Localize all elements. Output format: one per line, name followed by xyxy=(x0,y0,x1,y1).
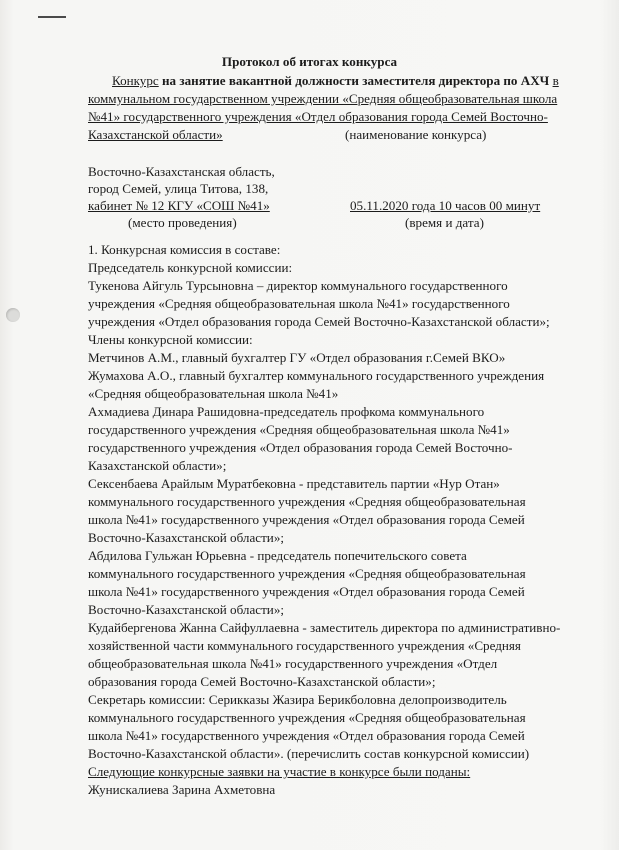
contest-header-line-3: №41» государственного учреждения «Отдел образования города Семей Восточно- xyxy=(88,109,548,124)
body-line: Восточно-Казахстанской области». (перечислить состав конкурсной комиссии) xyxy=(88,746,530,761)
body-line: учреждения «Отдел образования города Семей Восточно-Казахстанской области»; xyxy=(88,314,550,329)
body-line: государственного учреждения «Средняя общеобразовательная школа №41» xyxy=(88,422,510,437)
body-line: Восточно-Казахстанской области»; xyxy=(88,602,285,617)
body-line: Секретарь комиссии: Серикказы Жазира Берикболовна делопроизводитель xyxy=(88,692,507,707)
punch-hole xyxy=(6,308,20,322)
body-line: Председатель конкурсной комиссии: xyxy=(88,260,293,275)
body-line: Абдилова Гульжан Юрьевна - председатель попечительского совета xyxy=(88,548,467,563)
body-line: «Средняя общеобразовательная школа №41» xyxy=(88,386,339,401)
body-line: Сексенбаева Арайлым Муратбековна - представитель партии «Нур Отан» xyxy=(88,476,500,491)
body-line: Тукенова Айгуль Турсыновна – директор коммунального государственного xyxy=(88,278,508,293)
body-line: коммунального государственного учреждения «Средняя общеобразовательная xyxy=(88,566,526,581)
body-line: образования города Семей Восточно-Казахстанской области»; xyxy=(88,674,436,689)
body-line: Ахмадиева Динара Рашидовна-председатель профкома коммунального xyxy=(88,404,485,419)
contest-word: Конкурс xyxy=(112,73,159,88)
contest-name-caption: (наименование конкурса) xyxy=(345,127,487,142)
meeting-datetime: 05.11.2020 года 10 часов 00 минут xyxy=(350,198,541,213)
body-line: общеобразовательная школа №41» государственного учреждения «Отдел xyxy=(88,656,498,671)
scan-mark xyxy=(38,16,66,18)
venue-line-2: город Семей, улица Титова, 138, xyxy=(88,181,269,196)
contest-prep: в xyxy=(552,73,559,88)
body-line: школа №41» государственного учреждения «Отдел образования города Семей xyxy=(88,728,525,743)
datetime-caption: (время и дата) xyxy=(405,215,484,230)
body-line: Восточно-Казахстанской области»; xyxy=(88,530,285,545)
body-line: коммунального государственного учреждения «Средняя общеобразовательная xyxy=(88,494,526,509)
document-title: Протокол об итогах конкурса xyxy=(221,54,398,69)
body-line: школа №41» государственного учреждения «Отдел образования города Семей xyxy=(88,584,525,599)
body-line: государственного учреждения «Отдел образования города Семей Восточно- xyxy=(88,440,513,455)
contest-header-line-4: Казахстанской области» xyxy=(88,127,223,142)
contest-header-line-1 xyxy=(112,73,559,89)
body-line: Кудайбергенова Жанна Сайфуллаевна - заместитель директора по административно- xyxy=(88,620,561,635)
body-line: Жумахова А.О., главный бухгалтер коммунального государственного учреждения xyxy=(88,368,545,383)
venue-line-1: Восточно-Казахстанская область, xyxy=(88,164,275,179)
contest-position: на занятие вакантной должности заместителя директора по АХЧ xyxy=(158,73,553,88)
body-line: учреждения «Средняя общеобразовательная школа №41» государственного xyxy=(88,296,510,311)
body-line: Метчинов А.М., главный бухгалтер ГУ «Отдел образования г.Семей ВКО» xyxy=(88,350,506,365)
venue-line-3: кабинет № 12 КГУ «СОШ №41» xyxy=(88,198,270,213)
body-line: Члены конкурсной комиссии: xyxy=(88,332,253,347)
body-line: коммунального государственного учреждения «Средняя общеобразовательная xyxy=(88,710,526,725)
body-line: хозяйственной части коммунального государственного учреждения «Средняя xyxy=(88,638,521,653)
body-line: Казахстанской области»; xyxy=(88,458,227,473)
applicant-name: Жунискалиева Зарина Ахметовна xyxy=(88,782,276,797)
venue-caption: (место проведения) xyxy=(128,215,237,230)
body-line: школа №41» государственного учреждения «Отдел образования города Семей xyxy=(88,512,525,527)
body-line: 1. Конкурсная комиссия в составе: xyxy=(88,242,281,257)
contest-header-line-2: коммунальном государственном учреждении «Средняя общеобразовательная школа xyxy=(88,91,558,106)
applications-heading: Следующие конкурсные заявки на участие в конкурсе были поданы: xyxy=(88,764,471,779)
